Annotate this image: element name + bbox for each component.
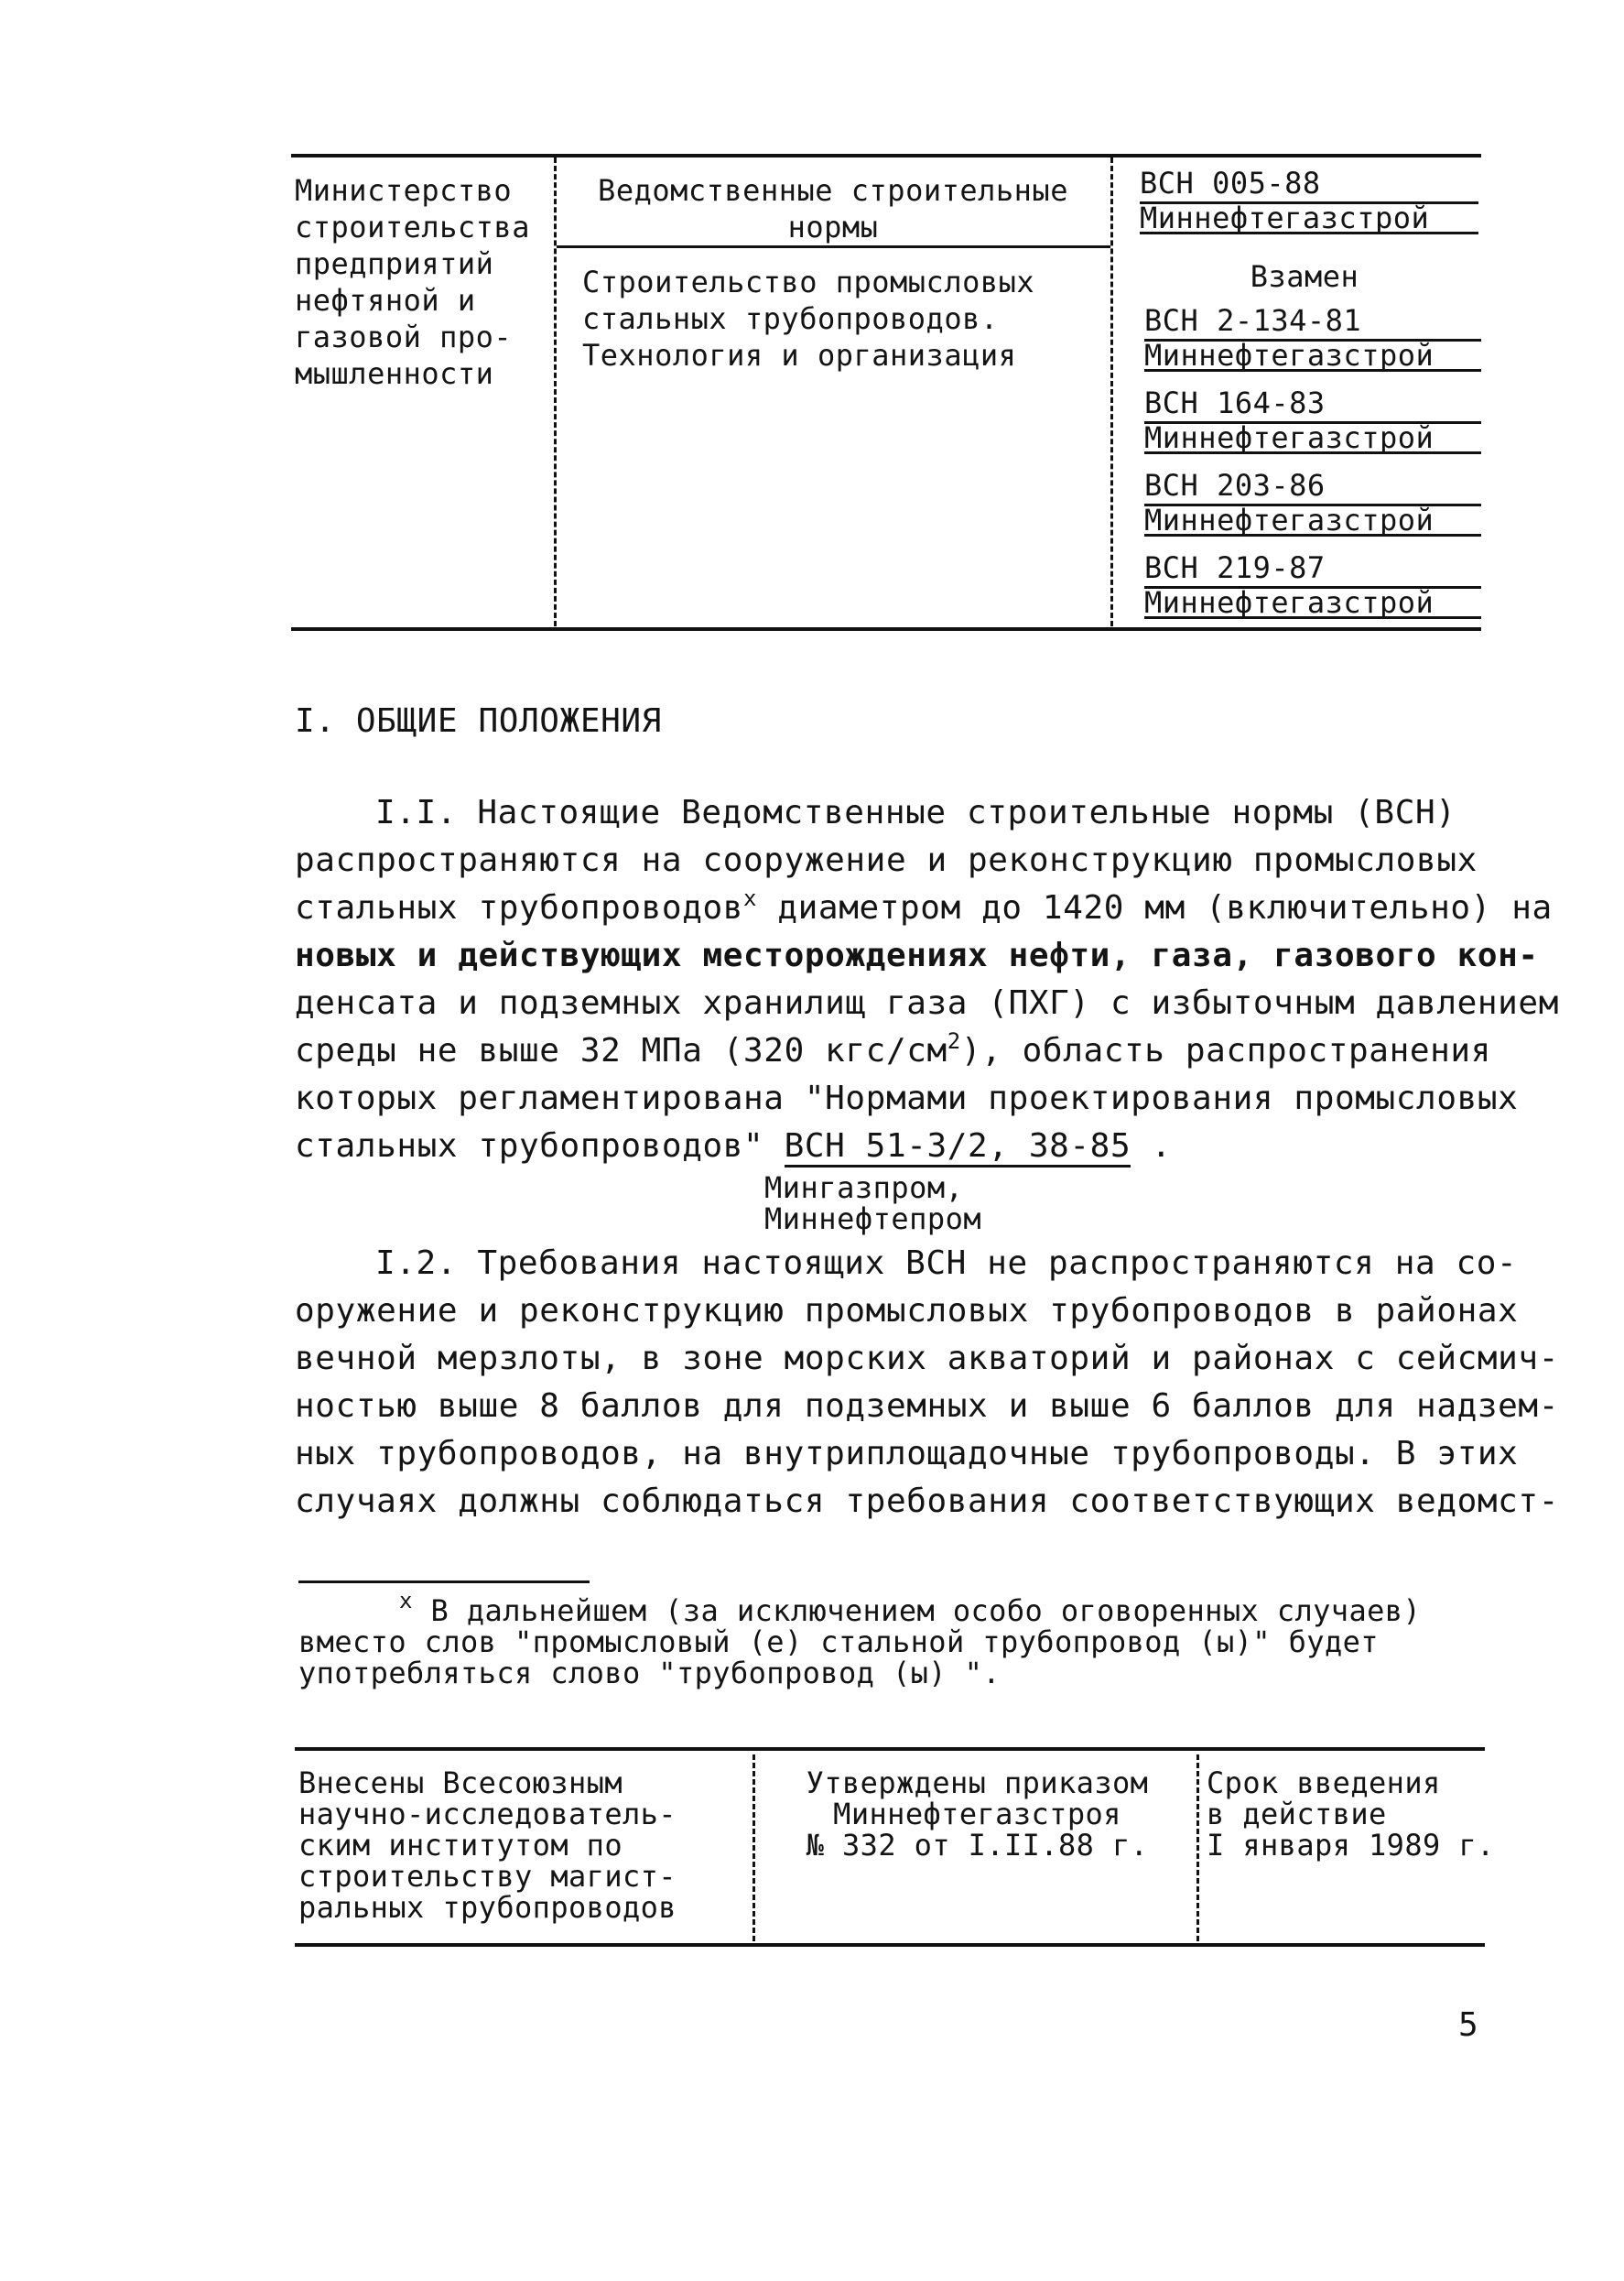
footnote-line: вместо слов "промысловый (е) стальной трубопровод (ы)" будет [298, 1624, 1379, 1659]
para-text: стальных трубопроводов" [295, 1127, 785, 1165]
para-line: случаях должны соблюдаться требования соответствующих ведомст- [295, 1483, 1559, 1520]
ministry-line: Министерство [295, 173, 513, 208]
para-line: вечной мерзлоты, в зоне морских акваторий и районах с сейсмич- [295, 1340, 1559, 1377]
para-line: распространяются на сооружение и реконструкцию промысловых [295, 842, 1478, 879]
reference-org-block [764, 1172, 981, 1234]
ministry-block [295, 172, 530, 392]
replaced-norm-code: ВСН 2-134-81 [1144, 303, 1362, 338]
document-code-org: Миннефтегазстрой [1140, 201, 1478, 234]
title-line: стальных трубопроводов. [582, 301, 999, 336]
footnote-marker: x [743, 885, 758, 911]
reference-org: Миннефтепром [764, 1201, 982, 1236]
effective-line: в действие [1207, 1797, 1387, 1831]
replaced-norm-code: ВСН 203-86 [1144, 468, 1326, 503]
footnote [298, 1588, 1422, 1690]
header-col-divider-1 [554, 157, 557, 626]
reference-org: Мингазпром, [764, 1170, 964, 1205]
para-line: ностью выше 8 баллов для подземных и выше 6 баллов для надзем- [295, 1387, 1559, 1425]
para-text: стальных трубопроводов [295, 889, 744, 927]
document-code-block [1140, 165, 1478, 234]
norm-type-line: нормы [787, 210, 879, 244]
para-line [295, 1123, 1559, 1170]
replaced-norm-org: Миннефтегазстрой [1144, 504, 1481, 537]
introduced-line: научно-исследователь- [298, 1797, 677, 1831]
footnote-marker: x [399, 1588, 413, 1613]
replaced-norm-code: ВСН 164-83 [1144, 386, 1326, 420]
title-line: Технология и организация [582, 338, 1017, 373]
para-line: I.2. Требования настоящих ВСН не распространяются на со- [375, 1244, 1518, 1282]
approved-by-block [764, 1767, 1190, 1861]
header-col-divider-2 [1110, 157, 1113, 626]
introduced-line: ральных трубопроводов [298, 1890, 677, 1925]
ministry-line: строительства [295, 210, 530, 244]
bottom-col-divider-1 [752, 1754, 755, 1941]
replaced-norm-org: Миннефтегазстрой [1144, 586, 1481, 619]
page-number: 5 [1458, 2006, 1479, 2044]
footnote-line: употребляться слово "трубопровод (ы) ". [298, 1656, 1001, 1690]
para-line: которых регламентирована "Нормами проектирования промысловых [295, 1080, 1519, 1117]
title-line: Строительство промысловых [582, 265, 1035, 299]
para-text: . [1131, 1127, 1172, 1165]
section-heading: I. ОБЩИЕ ПОЛОЖЕНИЯ [295, 702, 662, 740]
footnote-line [298, 1588, 1422, 1628]
replaced-norm-org: Миннефтегазстрой [1144, 339, 1481, 372]
superscript: 2 [947, 1028, 961, 1054]
introduced-line: строительству магист- [298, 1859, 677, 1894]
norm-type-line: Ведомственные строительные [598, 173, 1068, 208]
bottom-table-bottom-rule [295, 1943, 1485, 1947]
replaced-norm [1144, 385, 1481, 467]
ministry-line: предприятий [295, 246, 494, 281]
ministry-line: мышленности [295, 356, 494, 391]
approved-line: Миннефтегазстроя [833, 1797, 1121, 1831]
header-middle-rule [557, 245, 1110, 248]
bottom-col-divider-2 [1196, 1754, 1199, 1941]
approved-line: Утверждены приказом [806, 1765, 1149, 1800]
document-title-block [582, 264, 1034, 374]
footnote-text: В дальнейшем (за исключением особо оговоренных случаев) [430, 1593, 1422, 1628]
bottom-table-top-rule [295, 1747, 1485, 1751]
para-line [295, 1027, 1559, 1075]
replaced-norm [1144, 549, 1481, 632]
para-line [295, 885, 1559, 932]
reference-code: ВСН 51-3/2, 38-85 [785, 1127, 1131, 1168]
approved-line: № 332 от I.II.88 г. [806, 1828, 1149, 1863]
para-line: оружение и реконструкцию промысловых трубопроводов в районах [295, 1292, 1519, 1330]
para-line: I.I. Настоящие Ведомственные строительные нормы (ВСН) [375, 794, 1456, 831]
para-text: диаметром до 1420 мм (включительно) на [777, 889, 1553, 927]
para-line: ных трубопроводов, на внутриплощадочные трубопроводы. В этих [295, 1435, 1519, 1472]
replaces-list [1144, 302, 1481, 632]
header-top-rule [291, 154, 1481, 157]
replaced-norm [1144, 302, 1481, 385]
effective-line: I января 1989 г. [1207, 1828, 1495, 1863]
norm-type-block [568, 172, 1099, 245]
para-text: ), область распространения [960, 1032, 1491, 1070]
para-line: новых и действующих месторождениях нефти, газа, газового кон- [295, 937, 1539, 974]
ministry-line: газовой про- [295, 320, 513, 354]
para-line: денсата и подземных хранилищ газа (ПХГ) с избыточным давлением [295, 984, 1559, 1022]
introduced-line: ским институтом по [298, 1828, 623, 1863]
introduced-line: Внесены Всесоюзным [298, 1765, 623, 1800]
paragraph-1-1 [295, 789, 1559, 1170]
ministry-line: нефтяной и [295, 283, 476, 318]
introduced-by-block [298, 1767, 677, 1923]
footnote-separator [298, 1580, 590, 1583]
replaces-label: Взамен [1250, 259, 1359, 294]
replaced-norm [1144, 467, 1481, 549]
paragraph-1-2 [295, 1240, 1559, 1526]
replaced-norm-code: ВСН 219-87 [1144, 550, 1326, 585]
replaced-norm-org: Миннефтегазстрой [1144, 421, 1481, 454]
effective-line: Срок введения [1207, 1765, 1441, 1800]
para-text: среды не выше 32 МПа (320 кгс/см [295, 1032, 947, 1070]
effective-date-block [1207, 1767, 1495, 1861]
document-code: ВСН 005-88 [1140, 166, 1321, 201]
